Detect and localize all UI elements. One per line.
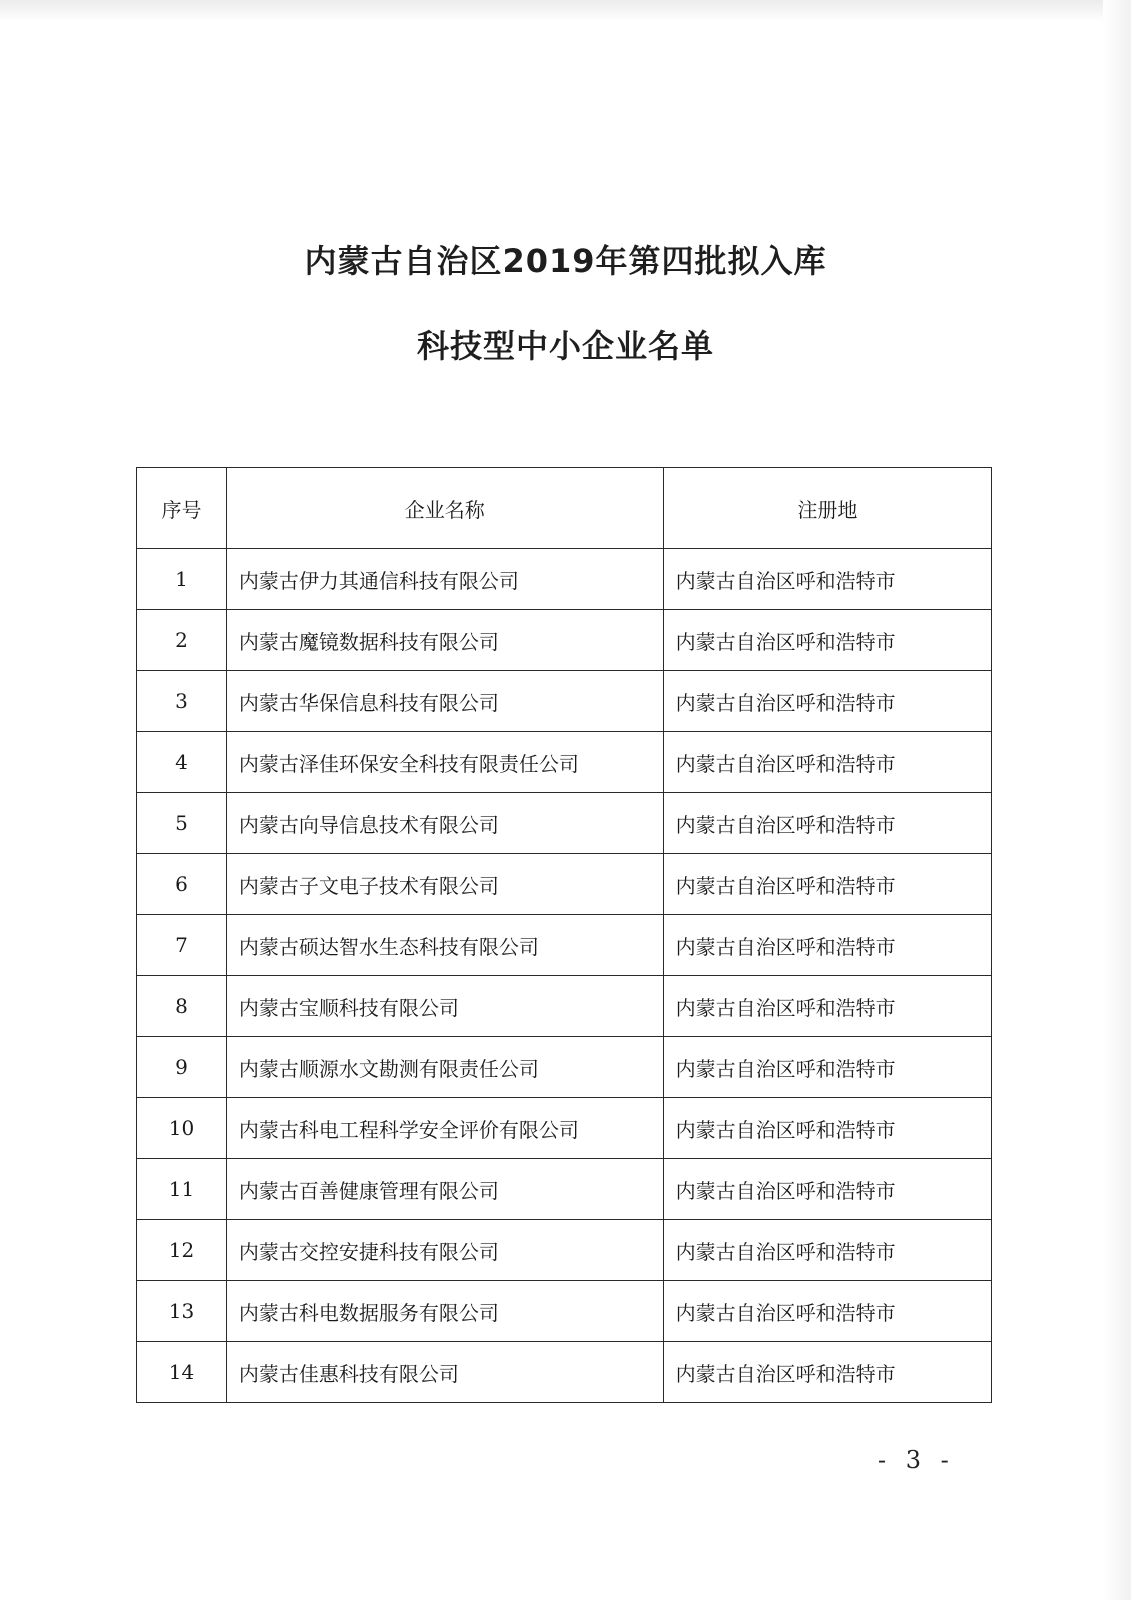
cell-serial-number: 11 (137, 1159, 227, 1220)
cell-enterprise-name: 内蒙古伊力其通信科技有限公司 (226, 549, 663, 610)
cell-registered-place: 内蒙古自治区呼和浩特市 (663, 1037, 991, 1098)
cell-enterprise-name: 内蒙古向导信息技术有限公司 (226, 793, 663, 854)
cell-registered-place: 内蒙古自治区呼和浩特市 (663, 732, 991, 793)
table-row (137, 793, 992, 854)
cell-enterprise-name: 内蒙古泽佳环保安全科技有限责任公司 (226, 732, 663, 793)
table-row (137, 1037, 992, 1098)
cell-registered-place: 内蒙古自治区呼和浩特市 (663, 610, 991, 671)
cell-registered-place: 内蒙古自治区呼和浩特市 (663, 854, 991, 915)
table-row (137, 1281, 992, 1342)
cell-serial-number: 13 (137, 1281, 227, 1342)
table-row (137, 1098, 992, 1159)
cell-enterprise-name: 内蒙古宝顺科技有限公司 (226, 976, 663, 1037)
cell-enterprise-name: 内蒙古交控安捷科技有限公司 (226, 1220, 663, 1281)
cell-registered-place: 内蒙古自治区呼和浩特市 (663, 1159, 991, 1220)
table-row (137, 1159, 992, 1220)
cell-enterprise-name: 内蒙古百善健康管理有限公司 (226, 1159, 663, 1220)
cell-enterprise-name: 内蒙古顺源水文勘测有限责任公司 (226, 1037, 663, 1098)
page-number: - 3 - (878, 1446, 955, 1474)
cell-registered-place: 内蒙古自治区呼和浩特市 (663, 1342, 991, 1403)
cell-enterprise-name: 内蒙古科电工程科学安全评价有限公司 (226, 1098, 663, 1159)
table-row (137, 1220, 992, 1281)
table-row (137, 915, 992, 976)
cell-enterprise-name: 内蒙古华保信息科技有限公司 (226, 671, 663, 732)
header-enterprise-name: 企业名称 (226, 468, 663, 549)
cell-serial-number: 1 (137, 549, 227, 610)
enterprise-table (136, 467, 992, 1403)
cell-registered-place: 内蒙古自治区呼和浩特市 (663, 1220, 991, 1281)
cell-serial-number: 8 (137, 976, 227, 1037)
cell-registered-place: 内蒙古自治区呼和浩特市 (663, 549, 991, 610)
cell-serial-number: 14 (137, 1342, 227, 1403)
page-edge-top (0, 0, 1131, 22)
cell-serial-number: 9 (137, 1037, 227, 1098)
table-row (137, 854, 992, 915)
table-header-row (137, 468, 992, 549)
cell-enterprise-name: 内蒙古子文电子技术有限公司 (226, 854, 663, 915)
cell-serial-number: 5 (137, 793, 227, 854)
table-row (137, 671, 992, 732)
table-row (137, 610, 992, 671)
cell-serial-number: 3 (137, 671, 227, 732)
cell-registered-place: 内蒙古自治区呼和浩特市 (663, 671, 991, 732)
table-row (137, 976, 992, 1037)
table-row (137, 732, 992, 793)
cell-serial-number: 2 (137, 610, 227, 671)
cell-serial-number: 6 (137, 854, 227, 915)
table-body (137, 549, 992, 1403)
cell-serial-number: 7 (137, 915, 227, 976)
cell-serial-number: 10 (137, 1098, 227, 1159)
document-title-line1: 内蒙古自治区2019年第四批拟入库 (304, 242, 827, 280)
cell-enterprise-name: 内蒙古魔镜数据科技有限公司 (226, 610, 663, 671)
document-title-line2: 科技型中小企业名单 (416, 327, 714, 365)
cell-registered-place: 内蒙古自治区呼和浩特市 (663, 915, 991, 976)
cell-registered-place: 内蒙古自治区呼和浩特市 (663, 976, 991, 1037)
cell-registered-place: 内蒙古自治区呼和浩特市 (663, 793, 991, 854)
table-row (137, 549, 992, 610)
cell-serial-number: 12 (137, 1220, 227, 1281)
cell-enterprise-name: 内蒙古科电数据服务有限公司 (226, 1281, 663, 1342)
cell-registered-place: 内蒙古自治区呼和浩特市 (663, 1098, 991, 1159)
header-registered-place: 注册地 (663, 468, 991, 549)
table-row (137, 1342, 992, 1403)
cell-serial-number: 4 (137, 732, 227, 793)
cell-registered-place: 内蒙古自治区呼和浩特市 (663, 1281, 991, 1342)
cell-enterprise-name: 内蒙古硕达智水生态科技有限公司 (226, 915, 663, 976)
cell-enterprise-name: 内蒙古佳惠科技有限公司 (226, 1342, 663, 1403)
table-header (137, 468, 992, 549)
header-serial-number: 序号 (137, 468, 227, 549)
